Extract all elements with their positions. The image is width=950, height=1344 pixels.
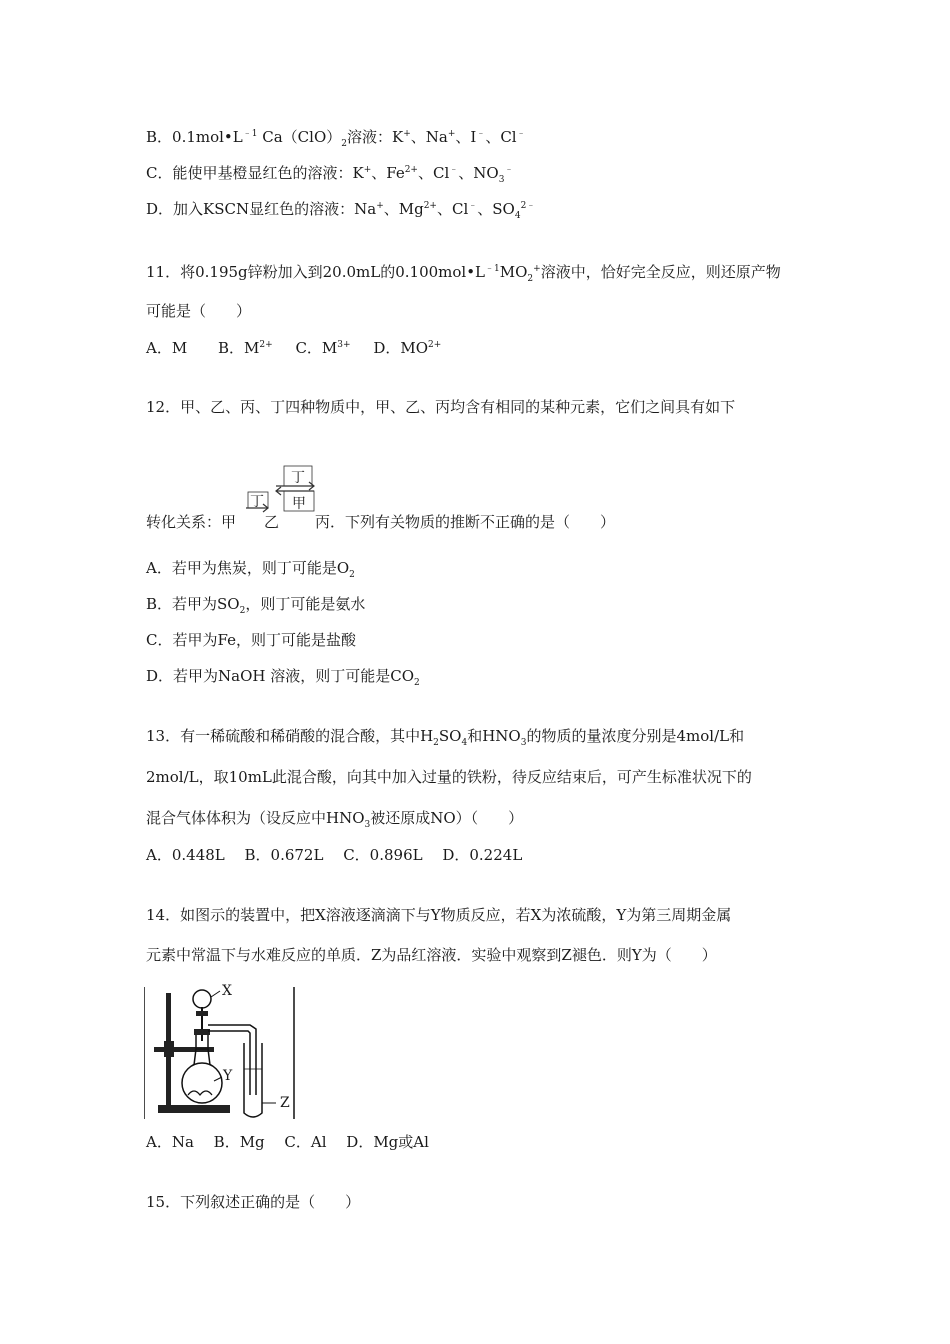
text: 、Fe: [371, 164, 405, 182]
q14-stem-line2: 元素中常温下与水难反应的单质．Z为品红溶液．实验中观察到Z褪色．则Y为（ ）: [146, 946, 717, 964]
sup: ﹣: [504, 165, 514, 175]
text: ，则丁可能是氨水: [245, 595, 366, 613]
label-y: Y: [223, 1068, 233, 1084]
text: 被还原成NO）（ ）: [370, 809, 524, 827]
q13-stem-line2: 2mol/L，取10mL此混合酸，向其中加入过量的铁粉，待反应结束后，可产生标准状况下的: [146, 768, 752, 786]
q12-option-b: [146, 594, 365, 614]
sub: 3: [498, 175, 505, 185]
text: 11．将0.195g锌粉加入到20.0mL的0.100mol•L: [146, 263, 486, 281]
text: SO: [438, 727, 462, 745]
text: D．加入KSCN显红色的溶液：Na: [146, 200, 377, 218]
sup: 2+: [428, 340, 442, 350]
option-c: C．M: [295, 339, 338, 357]
text: 和HNO: [467, 727, 521, 745]
sup: 2+: [259, 340, 273, 350]
text: 溶液：K: [346, 128, 404, 146]
q12-stem-line1: 12．甲、乙、丙、丁四种物质中，甲、乙、丙均含有相同的某种元素，它们之间具有如下: [146, 398, 736, 416]
q11-options: [146, 338, 441, 358]
text: 、SO: [477, 200, 515, 218]
sub: 2: [349, 570, 355, 580]
sup: +: [447, 129, 456, 139]
sup: 2+: [404, 165, 418, 175]
text: C．能使甲基橙显红色的溶液：K: [146, 164, 364, 182]
sup: +: [403, 129, 411, 139]
sup: 3+: [337, 340, 351, 350]
text: 13．有一稀硫酸和稀硝酸的混合酸，其中H: [146, 727, 434, 745]
text: Ca（ClO）: [257, 128, 342, 146]
text: 、I: [455, 128, 477, 146]
q11-stem-line1: [146, 262, 781, 282]
sub: 2: [433, 738, 439, 748]
q13-options: A．0.448L B．0.672L C．0.896L D．0.224L: [146, 846, 523, 864]
sub: 4: [461, 738, 468, 748]
q12-stem-line2: [146, 512, 615, 532]
sub: 4: [514, 211, 521, 221]
node-yi: 乙: [264, 513, 280, 531]
q11-stem-line2: 可能是（ ）: [146, 302, 252, 320]
apparatus-drawing: [144, 985, 296, 1121]
option-b: B．M: [217, 339, 260, 357]
text: 、Mg: [383, 200, 424, 218]
sup: 2+: [423, 201, 437, 211]
sup: ﹣: [476, 129, 486, 139]
text: 、NO: [458, 164, 499, 182]
label-z: Z: [280, 1095, 290, 1111]
text: 转化关系：甲: [146, 513, 237, 531]
q12-option-a: [146, 558, 355, 578]
sup: ﹣1: [485, 264, 500, 274]
text: 的物质的量浓度分别是4mol/L和: [526, 727, 745, 745]
q10-option-c: [146, 163, 513, 183]
q12-option-c: C．若甲为Fe，则丁可能是盐酸: [146, 631, 356, 649]
q14-options: A．Na B．Mg C．Al D．Mg或Al: [146, 1133, 429, 1151]
text: 、Na: [410, 128, 448, 146]
option-d: D．MO: [373, 339, 429, 357]
q15-stem: 15．下列叙述正确的是（ ）: [146, 1193, 361, 1211]
text: 混合气体体积为（设反应中HNO: [146, 809, 365, 827]
q12-option-d: [146, 666, 420, 686]
text: 溶液中，恰好完全反应，则还原产物: [540, 263, 781, 281]
sub: 3: [520, 738, 527, 748]
q14-apparatus-figure: [144, 985, 296, 1121]
sub: 2: [239, 606, 246, 616]
sup: ﹣1: [242, 129, 258, 139]
text: 、Cl: [417, 164, 450, 182]
sup: +: [363, 165, 372, 175]
text: 、Cl: [485, 128, 517, 146]
arrow1-label: 丁: [250, 494, 264, 510]
sup: ﹣: [449, 165, 459, 175]
sup: ﹣: [468, 201, 478, 211]
text: 丙．下列有关物质的推断不正确的是（ ）: [315, 513, 616, 531]
text: 、Cl: [436, 200, 469, 218]
q13-stem-line1: [146, 726, 744, 746]
text: A．若甲为焦炭，则丁可能是O: [146, 559, 350, 577]
sub: 3: [364, 820, 371, 830]
sup: ﹣: [516, 129, 526, 139]
arrow2-bottom-label: 甲: [292, 496, 306, 512]
sub: 2: [414, 678, 420, 688]
sub: 2: [341, 139, 347, 149]
sub: 2: [527, 274, 534, 284]
text: D．若甲为NaOH 溶液，则丁可能是CO: [146, 667, 415, 685]
q10-option-d: [146, 199, 535, 219]
q12-conversion-diagram: [240, 462, 330, 517]
arrow2-top-label: 丁: [291, 470, 305, 486]
option-a: A．M: [146, 339, 188, 357]
q13-stem-line3: [146, 808, 523, 828]
sup: +: [533, 264, 541, 274]
q14-stem-line1: 14．如图示的装置中，把X溶液逐滴滴下与Y物质反应，若X为浓硫酸，Y为第三周期金属: [146, 906, 732, 924]
text: MO: [499, 263, 528, 281]
text: B．若甲为SO: [146, 595, 240, 613]
text: B．0.1mol•L: [146, 128, 243, 146]
q10-option-b: [146, 127, 526, 147]
label-x: X: [222, 983, 232, 999]
sup: 2﹣: [520, 201, 536, 211]
sup: +: [376, 201, 384, 211]
